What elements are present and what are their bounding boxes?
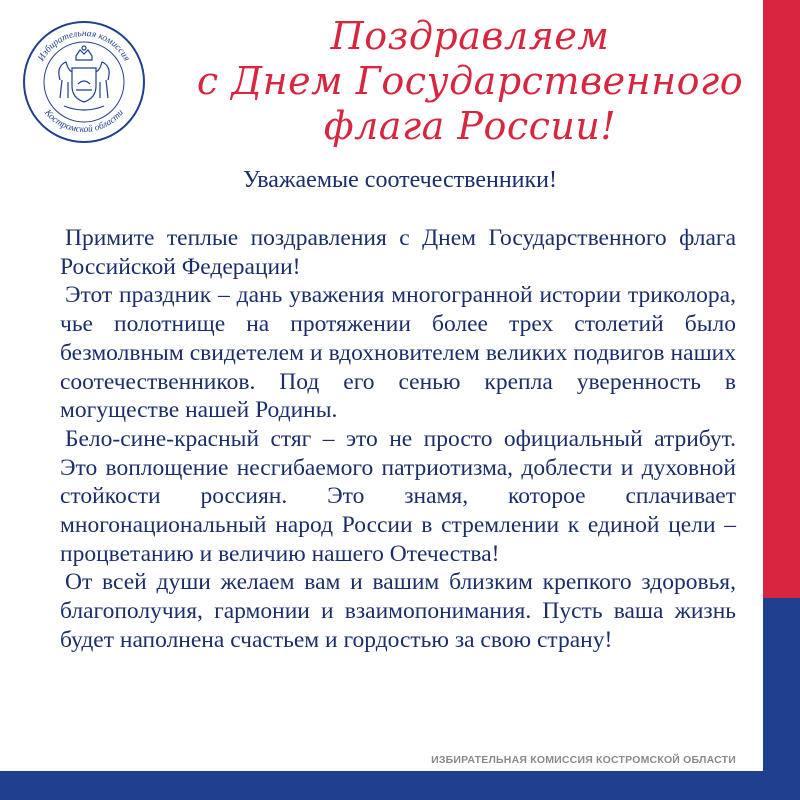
coat-of-arms-icon <box>59 46 109 110</box>
emblem-ring-top-text: Избирательная комиссия <box>36 28 132 64</box>
footer-organization: ИЗБИРАТЕЛЬНАЯ КОМИССИЯ КОСТРОМСКОЙ ОБЛАСТИ <box>431 754 736 766</box>
commission-emblem <box>20 18 148 146</box>
paragraph: От всей души желаем вам и вашим близким крепкого здоровья, благополучия, гармонии и взаимопонимания. Пусть ваша жизнь будет наполнена счастьем и гордостью за свою страну! <box>60 569 736 653</box>
paragraph: Этот праздник – дань уважения многогранной истории триколора, чье полотнище на протяжении более трех столетий было безмолвным свидетелем и вдохновителем великих подвигов наших соотечественников. Под его сенью крепла уверенность в могуществе нашей Родины. <box>60 282 736 424</box>
paragraph: Бело-сине-красный стяг – это не просто официальный атрибут. Это воплощение несгибаемого патриотизма, доблести и духовной стойкости россиян. Это знамя, которое сплачивает многонациональный народ России в стремлении к единой цели – процветанию и величию нашего Отечества! <box>60 425 736 567</box>
emblem-ring-bottom-text: Костромской области <box>42 107 126 136</box>
paragraph: Примите теплые поздравления с Днем Государственного флага Российской Федерации! <box>60 225 736 280</box>
letter-body <box>60 224 736 655</box>
flag-blue-stripe-horizontal <box>0 771 800 800</box>
title-line: Поздравляем <box>330 14 610 58</box>
flag-red-stripe <box>763 0 800 598</box>
title-line: флага России! <box>323 104 617 148</box>
title-line: с Днем Государственного <box>196 59 744 103</box>
greeting: Уважаемые соотечественники! <box>242 167 557 193</box>
page-title <box>190 14 750 149</box>
